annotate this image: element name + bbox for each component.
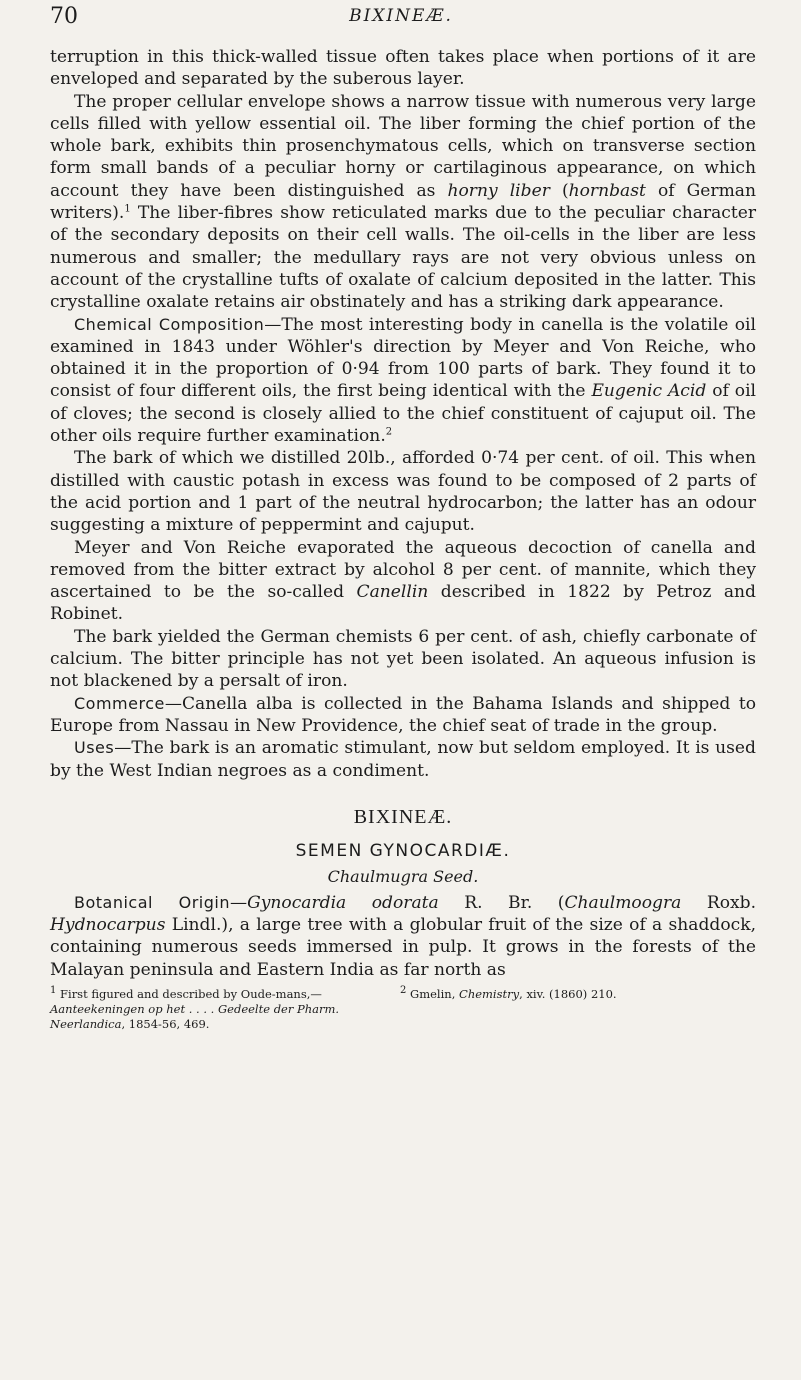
footnotes bbox=[50, 987, 756, 1032]
paragraph bbox=[50, 737, 756, 782]
section-heading: Commerce bbox=[74, 693, 165, 713]
text-run: R. Br. ( bbox=[438, 892, 565, 913]
italic-term: Hydnocarpus bbox=[50, 915, 166, 936]
section-title: BIXINEÆ. bbox=[353, 805, 453, 828]
footnote-2 bbox=[400, 987, 756, 1032]
section-heading: Uses bbox=[74, 738, 115, 758]
footnote-marker: 1 bbox=[50, 985, 57, 997]
paragraph: The bark yielded the German chemists 6 per cent. of ash, chiefly carbonate of calcium. The bitter principle has not yet been isolated. An aqueous infusion is not blackened by a persalt of iron. bbox=[50, 626, 756, 692]
section-heading: Chemical Composition bbox=[74, 314, 265, 334]
footnote-1 bbox=[50, 987, 380, 1032]
text-run: Roxb. bbox=[681, 892, 757, 913]
text-run: First figured and described by Oude-mans,— bbox=[56, 986, 322, 1001]
paragraph bbox=[50, 537, 756, 626]
text-run: The proper cellular envelope shows a narrow tissue with numerous very large cells filled with yellow essential oil. The liber forming the chief portion of the whole bark, exhibits thin prosenchymatous cells, which on transverse section form small bands of a peculiar horny or cartilaginous appearance, on which account they have been distinguished as bbox=[50, 91, 756, 201]
italic-term: Eugenic Acid bbox=[591, 381, 707, 402]
text-run: described in 1822 by Petroz and Robinet. bbox=[50, 582, 756, 625]
text-run: of oil of cloves; the second is closely allied to the chief constituent of cajuput oil. The other oils require further examination. bbox=[50, 381, 757, 447]
text-run: , 1854-56, 469. bbox=[121, 1016, 210, 1031]
footnote-ref: 2 bbox=[385, 426, 393, 438]
italic-term: Canellin bbox=[356, 582, 429, 603]
footnote-marker: 2 bbox=[400, 985, 407, 997]
paragraph: The bark of which we distilled 20lb., afforded 0·74 per cent. of oil. This when distilled with caustic potash in excess was found to be composed of 2 parts of the acid portion and 1 part of the neutral hydrocarbon; the latter has an odour suggesting a mixture of peppermint and cajuput. bbox=[50, 448, 756, 536]
text-run: , xiv. (1860) 210. bbox=[519, 986, 617, 1001]
page-number: 70 bbox=[50, 4, 78, 29]
paragraph: terruption in this thick-walled tissue often takes place when portions of it are enveloped and separated by the suberous layer. bbox=[50, 47, 756, 90]
italic-term: Aanteekeningen op het . . . . Gedeelte der Pharm. Neerlandica bbox=[50, 1001, 340, 1031]
text-run: —The bark is an aromatic stimulant, now but seldom employed. It is used by the West Indian negroes as a condiment. bbox=[50, 738, 756, 781]
text-run: — bbox=[230, 892, 248, 913]
text-run: of German writers). bbox=[50, 180, 756, 224]
italic-term: hornbast bbox=[568, 180, 646, 201]
section-common-name: Chaulmugra Seed. bbox=[327, 866, 479, 886]
text-run: —Canella alba is collected in the Bahama Islands and shipped to Europe from Nassau in New Providence, the chief seat of trade in the group. bbox=[50, 693, 756, 736]
italic-term: Chemistry bbox=[459, 986, 520, 1001]
text-run: —The most interesting body in canella is the volatile oil examined in 1843 under Wöhler's direction by Meyer and Von Reiche, who obtained it in the proportion of 0·94 from 100 parts of bark. They found it to consist of four different oils, the first being identical with the bbox=[50, 314, 756, 402]
page-body bbox=[50, 46, 756, 1032]
paragraph bbox=[50, 91, 756, 314]
footnote-ref: 1 bbox=[124, 203, 131, 215]
text-run: Lindl.), a large tree with a globular fruit of the size of a shaddock, containing numerous seeds immersed in pulp. It grows in the forests of the Malayan peninsula and Eastern India as far north as bbox=[50, 915, 756, 980]
page-header bbox=[50, 4, 752, 44]
running-head: BIXINEÆ. bbox=[349, 6, 453, 26]
text-run: The liber-fibres show reticulated marks due to the peculiar character of the secondary deposits on their cell walls. The oil-cells in the liber are less numerous and smaller; the medullary rays are not very obvious unless on account of the crystalline tufts of oxalate of calcium deposited in the latter. This crystalline oxalate retains air obstinately and has a striking dark appearance. bbox=[50, 203, 756, 313]
italic-term: horny liber bbox=[447, 180, 550, 201]
italic-term: Chaulmoogra bbox=[564, 892, 682, 913]
paragraph bbox=[50, 892, 756, 981]
section-subtitle: SEMEN GYNOCARDIÆ. bbox=[295, 840, 511, 861]
paragraph bbox=[50, 693, 756, 738]
text-run: Gmelin, bbox=[406, 986, 460, 1001]
italic-term: Gynocardia odorata bbox=[247, 892, 439, 913]
text-run: ( bbox=[549, 180, 569, 201]
section-heading: Botanical Origin bbox=[74, 892, 230, 912]
paragraph bbox=[50, 314, 756, 448]
text-run: Meyer and Von Reiche evaporated the aqueous decoction of canella and removed from the bitter extract by alcohol 8 per cent. of mannite, which they ascertained to be the so-called bbox=[50, 537, 756, 603]
